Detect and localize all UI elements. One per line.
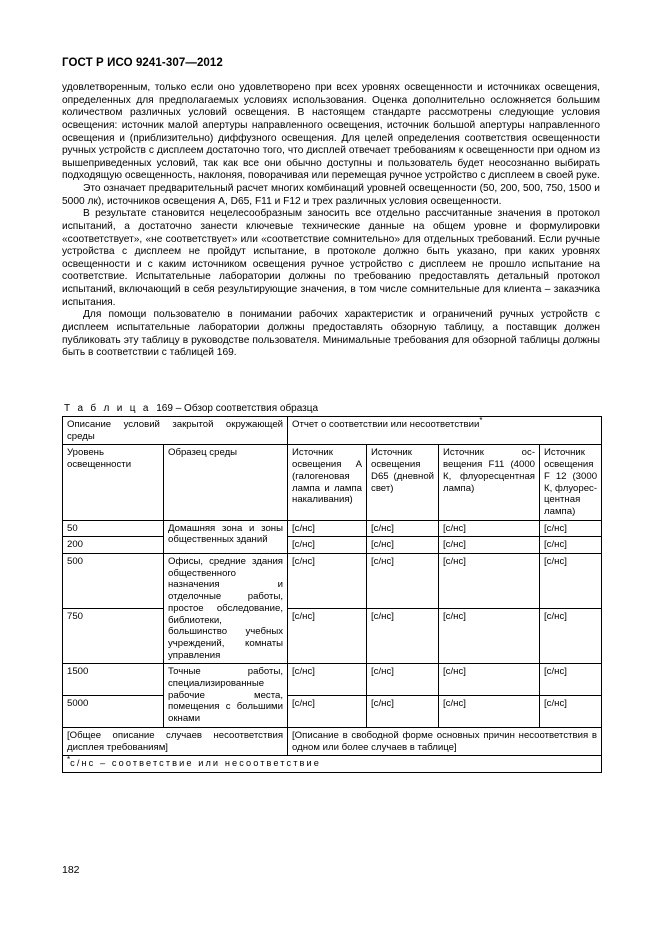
cell-mark-source-f11: [с/нс]: [439, 537, 540, 554]
group-header-report: [288, 417, 602, 445]
running-header-standard-ref: ГОСТ Р ИСО 9241-307—2012: [62, 57, 223, 69]
cell-sample-group: Точные работы, специализированные рабочие места, помещения с большими окнами: [164, 664, 288, 728]
footnote-marker-icon: *: [479, 415, 483, 425]
cell-mark-source-f12: [с/нс]: [540, 609, 602, 664]
summary-cell-right: [Описание в свободной форме основных причин несоответствия в одном или более случаев в таблице]: [288, 727, 602, 755]
table-footnote: [63, 756, 602, 773]
page-number: 182: [62, 864, 80, 876]
table-row: [63, 609, 602, 664]
cell-level: 200: [63, 537, 164, 554]
column-header-level: Уровень освещенности: [63, 445, 164, 520]
table-column-header-row: [63, 445, 602, 520]
cell-mark-source-f12: [с/нс]: [540, 696, 602, 728]
cell-level: 1500: [63, 664, 164, 696]
cell-sample-group: Офисы, средние здания общественного назначения и отделочные работы, простое обследование, библиотеки, большинство учебных учреждений, комнаты управления: [164, 554, 288, 664]
column-header-source-d65: Источник освещения D65 (дневной свет): [367, 445, 439, 520]
cell-level: 750: [63, 609, 164, 664]
column-header-source-f12: Источник освещения F 12 (3000 К, флуоресцентная лампа): [540, 445, 602, 520]
table-row: [63, 554, 602, 609]
cell-mark-source-d65: [с/нс]: [367, 664, 439, 696]
column-header-source-a: Источник освещения А (галогеновая лампа и лампа накаливания): [288, 445, 367, 520]
cell-mark-source-f12: [с/нс]: [540, 664, 602, 696]
table-group-header-row: [63, 417, 602, 445]
table-caption-title: – Обзор соответствия образца: [175, 403, 319, 414]
cell-mark-source-d65: [с/нс]: [367, 520, 439, 537]
table-summary-row: [63, 727, 602, 755]
table-row: [63, 664, 602, 696]
column-header-sample: Образец среды: [164, 445, 288, 520]
table-caption: [64, 403, 318, 414]
cell-sample-group: Домашняя зона и зоны общественных зданий: [164, 520, 288, 553]
cell-level: 5000: [63, 696, 164, 728]
cell-mark-source-f11: [с/нс]: [439, 554, 540, 609]
cell-mark-source-f11: [с/нс]: [439, 609, 540, 664]
sample-conformity-table: [62, 416, 602, 773]
cell-mark-source-f11: [с/нс]: [439, 696, 540, 728]
cell-mark-source-f11: [с/нс]: [439, 520, 540, 537]
cell-level: 500: [63, 554, 164, 609]
table-row: [63, 520, 602, 537]
cell-mark-source-f11: [с/нс]: [439, 664, 540, 696]
cell-mark-source-f12: [с/нс]: [540, 537, 602, 554]
footnote-text: с/нс – соответствие или несоответствие: [70, 758, 321, 769]
summary-cell-left: [Общее описание случаев несоответствия дисплея требованиям]: [63, 727, 288, 755]
table-caption-number: 169: [156, 403, 173, 414]
footnote-star-icon: *: [67, 755, 71, 765]
group-header-environment: Описание условий закрытой окружающей среды: [63, 417, 288, 445]
paragraph-2: Это означает предварительный расчет многих комбинаций уровней освещенности (50, 200, 500, 750, 1500 и 5000 лк), источников освещения А, D65, F11 и F12 и трех различных условия освещенности.: [62, 183, 600, 207]
group-header-report-text: Отчет о соответствии или несоответствии: [292, 419, 480, 430]
table-row: [63, 696, 602, 728]
table-container: [62, 416, 601, 773]
cell-mark-source-a: [с/нс]: [288, 664, 367, 696]
cell-mark-source-a: [с/нс]: [288, 537, 367, 554]
cell-level: 50: [63, 520, 164, 537]
cell-mark-source-f12: [с/нс]: [540, 520, 602, 537]
cell-mark-source-f12: [с/нс]: [540, 554, 602, 609]
table-caption-label: Т а б л и ц а: [64, 403, 151, 414]
paragraph-3: В результате становится нецелесообразным заносить все отдельно рассчитанные значения в протокол испытаний, а достаточно занести ключевые технические данные на общем уровне и формулировки «соответствует», «не соответствует» или «соответствие сомнительно» для отдельных требований. Если ручные устройства с дисплеем не пройдут испытание, в протоколе должно быть указано, при каких уровнях освещенности и с каким источником освещения ручное устройство с дисплеем не прошло испытание на соответствие. Испытательные лаборатории должны по требованию предоставлять детальный протокол испытаний, включающий в себя результирующие значения, в том числе сомнительные для клиента – заказчика испытания.: [62, 208, 600, 308]
body-text-block: [62, 82, 600, 360]
cell-mark-source-a: [с/нс]: [288, 520, 367, 537]
cell-mark-source-a: [с/нс]: [288, 696, 367, 728]
table-footnote-row: [63, 756, 602, 773]
cell-mark-source-d65: [с/нс]: [367, 696, 439, 728]
table-row: [63, 537, 602, 554]
cell-mark-source-a: [с/нс]: [288, 554, 367, 609]
paragraph-4: Для помощи пользователю в понимании рабочих характеристик и ограничений ручных устройств с дисплеем испытательные лаборатории должны предоставлять обзорную таблицу, а поставщик должен публиковать эту таблицу в руководстве пользователя. Минимальные требования для обзорной таблицы должны быть в соответствии с таблицей 169.: [62, 309, 600, 359]
cell-mark-source-d65: [с/нс]: [367, 554, 439, 609]
cell-mark-source-d65: [с/нс]: [367, 537, 439, 554]
cell-mark-source-d65: [с/нс]: [367, 609, 439, 664]
cell-mark-source-a: [с/нс]: [288, 609, 367, 664]
column-header-source-f11: Источник освещения F11 (4000 К, флуоресцентная лампа): [439, 445, 540, 520]
paragraph-1: удовлетворенным, только если оно удовлетворено при всех уровнях освещенности и источниках освещения, определенных для предполагаемых условиях использования. Оценка дополнительно осложняется большим количеством различных условий освещения. В настоящем стандарте рассмотрены следующие условия освещения: источник малой апертуры направленного освещения, источник большой апертуры направленного освещения и (приблизительно) диффузного освещения. Для целей определения соответствия освещенности ручных устройств с дисплеем достаточно того, что дисплей отвечает требованиям к освещенности при одном из вышеприведенных условий, так как все они обычно доступны и пользователь будет неосознанно выбирать подходящую освещенность, наклоняя, поворачивая или перемещая ручное устройство с дисплеем в своей руке.: [62, 82, 600, 182]
